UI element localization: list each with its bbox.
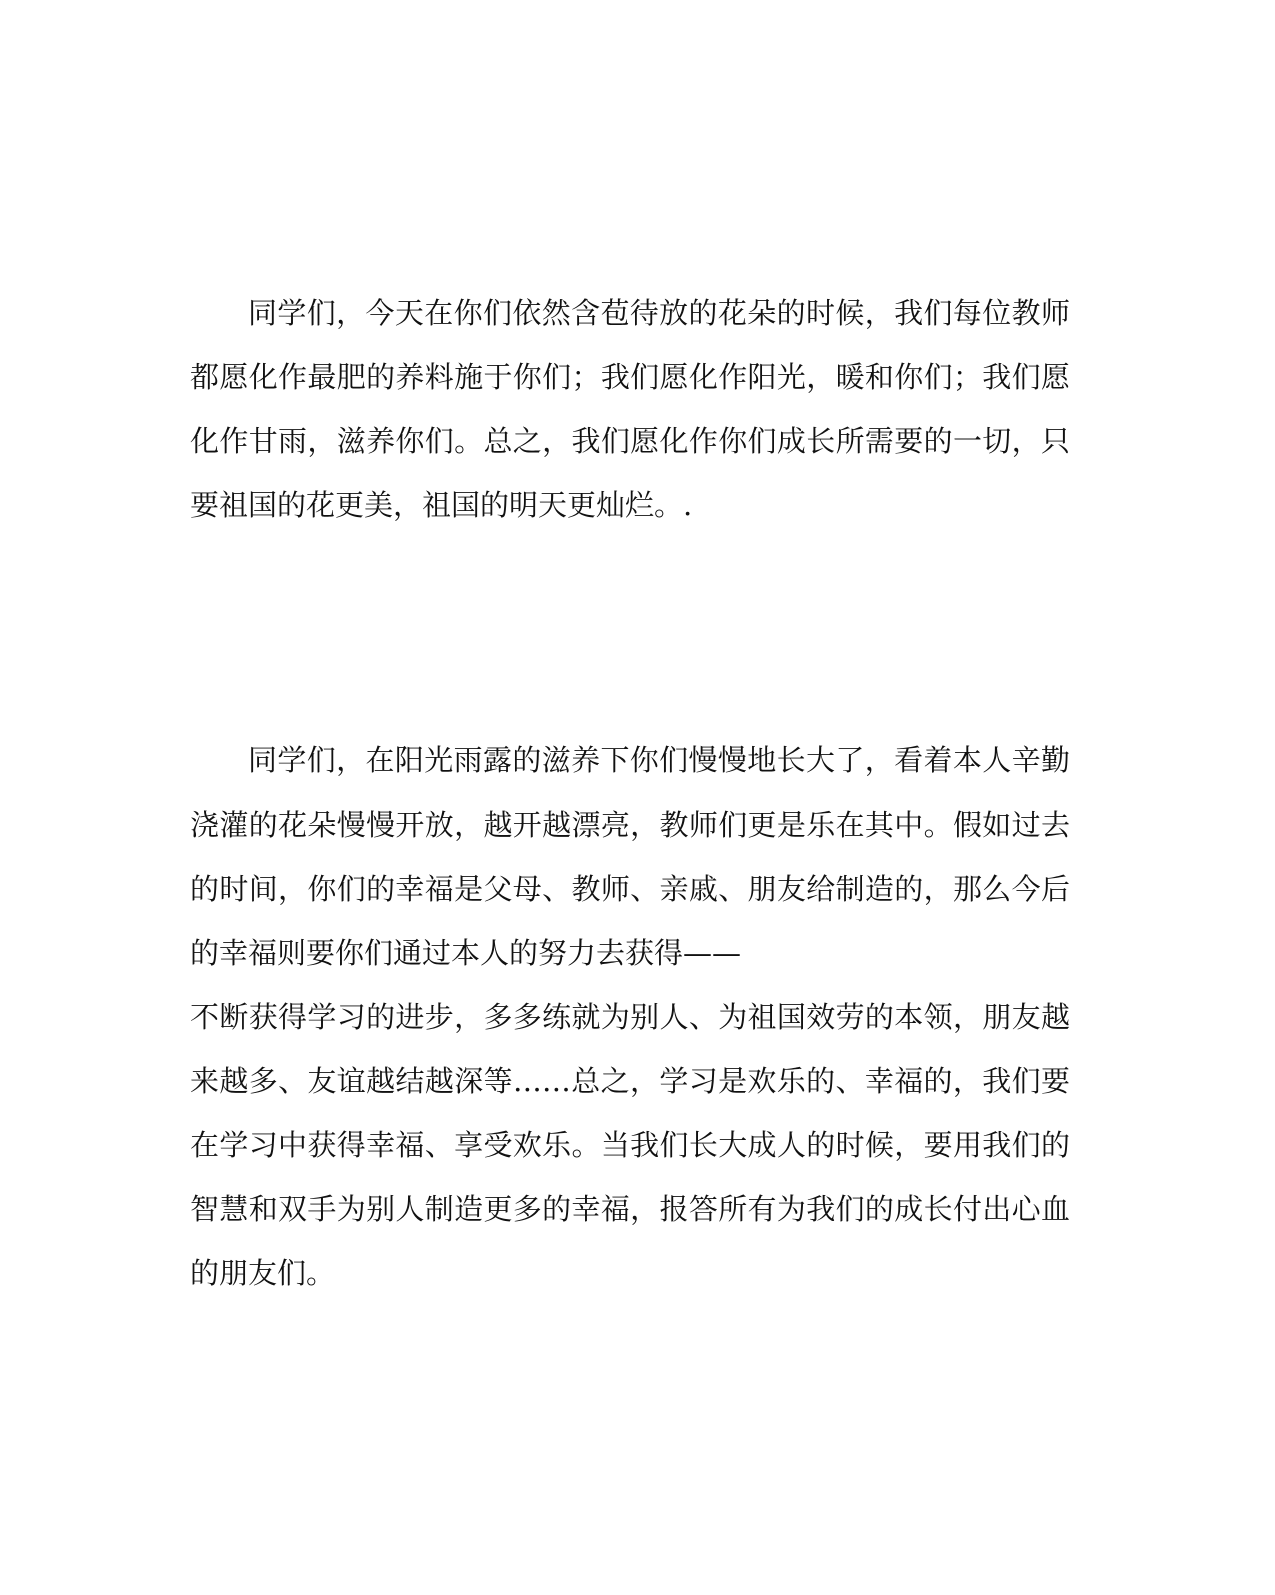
paragraph-1-line: 要祖国的花更美，祖国的明天更灿烂。. — [190, 488, 693, 522]
paragraph-2-line: 的幸福则要你们通过本人的努力去获得—— — [190, 936, 742, 970]
paragraph-1-line: 同学们，今天在你们依然含苞待放的花朵的时候，我们每位教师 — [248, 296, 1070, 330]
paragraph-2-line: 智慧和双手为别人制造更多的幸福，报答所有为我们的成长付出心血 — [190, 1192, 1070, 1226]
paragraph-1-line: 化作甘雨，滋养你们。总之，我们愿化作你们成长所需要的一切，只 — [190, 424, 1070, 458]
paragraph-2-line: 的朋友们。 — [190, 1256, 336, 1290]
paragraph-2-line: 不断获得学习的进步，多多练就为别人、为祖国效劳的本领，朋友越 — [190, 1000, 1070, 1034]
paragraph-2-line: 同学们，在阳光雨露的滋养下你们慢慢地长大了，看着本人辛勤 — [248, 743, 1070, 777]
paragraph-2-line: 浇灌的花朵慢慢开放，越开越漂亮，教师们更是乐在其中。假如过去 — [190, 808, 1070, 842]
paragraph-1-line: 都愿化作最肥的养料施于你们；我们愿化作阳光，暖和你们；我们愿 — [190, 360, 1070, 394]
paragraph-2-line: 来越多、友谊越结越深等……总之，学习是欢乐的、幸福的，我们要 — [190, 1064, 1070, 1098]
paragraph-2-line: 的时间，你们的幸福是父母、教师、亲戚、朋友给制造的，那么今后 — [190, 872, 1070, 906]
paragraph-2-line: 在学习中获得幸福、享受欢乐。当我们长大成人的时候，要用我们的 — [190, 1128, 1070, 1162]
